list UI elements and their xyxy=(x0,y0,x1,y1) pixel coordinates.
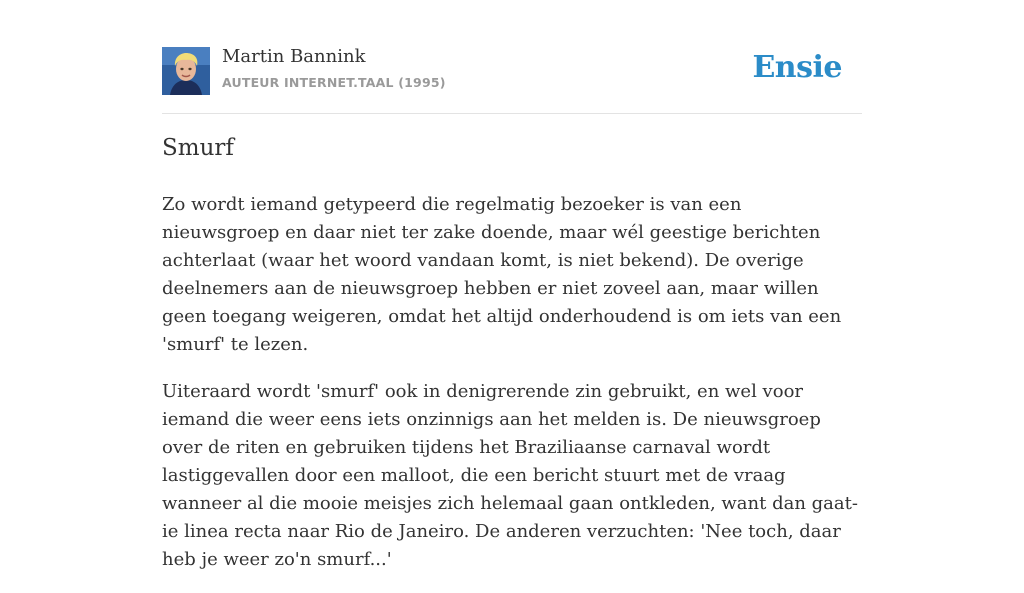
author-photo-icon xyxy=(162,47,210,95)
article-paragraph: Zo wordt iemand getypeerd die regelmatig bezoeker is van een nieuwsgroep en daar niet ter zake doende, maar wél geestige berichten achterlaat (waar het woord vandaan komt, is niet bekend). De overige deelnemers aan de nieuwsgroep hebben er niet zoveel aan, maar willen geen toegang weigeren, omdat het altijd onderhoudend is om iets van een 'smurf' te lezen. xyxy=(162,194,842,355)
author-avatar[interactable] xyxy=(162,47,210,95)
brand-logo[interactable]: Ensie xyxy=(752,50,842,85)
article-container xyxy=(162,0,862,570)
author-header xyxy=(162,0,862,114)
article-paragraph: Uiteraard wordt 'smurf' ook in denigrerende zin gebruikt, en wel voor iemand die weer eens iets onzinnigs aan het melden is. De nieuwsgroep over de riten en gebruiken tijdens het Braziliaanse carnaval wordt lastiggevallen door een malloot, die een bericht stuurt met de vraag wanneer al die mooie meisjes zich helemaal gaan ontkleden, want dan gaat-ie linea recta naar Rio de Janeiro. De anderen verzuchten: 'Nee toch, daar heb je weer zo'n smurf...' xyxy=(162,381,858,570)
author-name[interactable]: Martin Bannink xyxy=(222,46,366,67)
article-body xyxy=(162,191,862,593)
author-subtitle: AUTEUR INTERNET.TAAL (1995) xyxy=(222,75,446,90)
article-title: Smurf xyxy=(162,135,234,161)
